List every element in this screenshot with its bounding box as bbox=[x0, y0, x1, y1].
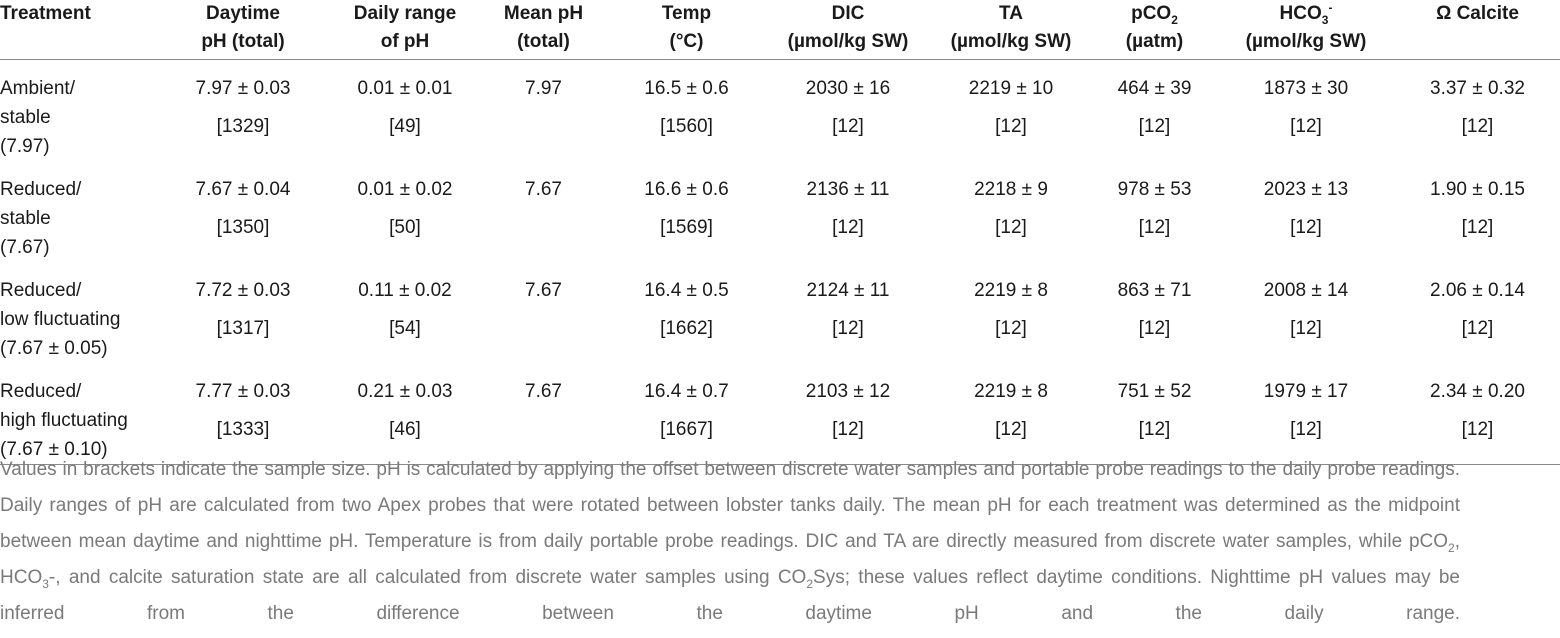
pco2-cell bbox=[1092, 161, 1217, 262]
cell-value: 2.34 ± 0.20 bbox=[1430, 381, 1525, 402]
cell-value: 751 ± 52 bbox=[1117, 381, 1192, 402]
header-treatment: Treatment bbox=[0, 3, 91, 24]
sample-size: [12] bbox=[995, 217, 1027, 238]
sample-size: [1317] bbox=[216, 318, 270, 339]
dic-cell bbox=[766, 262, 930, 363]
cell-value: 3.37 ± 0.32 bbox=[1430, 78, 1525, 99]
cell-value: 0.01 ± 0.02 bbox=[357, 179, 453, 200]
sample-size: [12] bbox=[832, 217, 864, 238]
sample-size: [12] bbox=[1461, 217, 1494, 238]
sample-size: [12] bbox=[832, 116, 864, 137]
pco2-cell bbox=[1092, 262, 1217, 363]
table-row bbox=[0, 363, 1560, 465]
daytime-ph-cell bbox=[156, 60, 330, 162]
omega-cell bbox=[1395, 363, 1560, 465]
sample-size: [1667] bbox=[660, 419, 713, 440]
cell-value: 7.97 ± 0.03 bbox=[195, 78, 291, 99]
dic-cell bbox=[766, 161, 930, 262]
cell-value: 16.6 ± 0.6 bbox=[644, 179, 729, 200]
cell-value: 2023 ± 13 bbox=[1263, 179, 1349, 200]
sample-size: [12] bbox=[1138, 318, 1171, 339]
table-row bbox=[0, 161, 1560, 262]
treatment-line: Reduced/ bbox=[0, 280, 82, 301]
sample-size: [12] bbox=[1290, 318, 1322, 339]
hco3-cell bbox=[1217, 363, 1395, 465]
temp-cell bbox=[607, 363, 766, 465]
table-row bbox=[0, 262, 1560, 363]
sample-size: [12] bbox=[1461, 116, 1494, 137]
treatment-line: Reduced/ bbox=[0, 179, 82, 200]
hco3-cell bbox=[1217, 262, 1395, 363]
treatment-line: low fluctuating bbox=[0, 309, 121, 330]
sample-size: [12] bbox=[1290, 217, 1322, 238]
cell-value: 16.5 ± 0.6 bbox=[644, 78, 729, 99]
cell-value: 2219 ± 8 bbox=[974, 280, 1048, 301]
daytime-ph-cell bbox=[156, 161, 330, 262]
omega-cell bbox=[1395, 262, 1560, 363]
sample-size: [12] bbox=[995, 419, 1027, 440]
cell-value: 2136 ± 11 bbox=[806, 179, 890, 200]
treatment-line: (7.67 ± 0.10) bbox=[0, 439, 108, 460]
mean-ph-cell bbox=[480, 60, 607, 162]
sample-size: [12] bbox=[1290, 116, 1322, 137]
header-hco3: $HCO_3^-$ (µmol/kg SW) bbox=[1245, 0, 1367, 52]
temp-cell bbox=[607, 161, 766, 262]
cell-value: 7.67 ± 0.04 bbox=[195, 179, 291, 200]
ta-cell bbox=[930, 363, 1092, 465]
cell-value: 16.4 ± 0.5 bbox=[644, 280, 729, 301]
header-ta: TA (µmol/kg SW) bbox=[950, 3, 1072, 52]
cell-value: 2008 ± 14 bbox=[1263, 280, 1349, 301]
cell-value: 863 ± 71 bbox=[1117, 280, 1192, 301]
hco3-cell bbox=[1217, 60, 1395, 162]
sample-size: [1662] bbox=[660, 318, 713, 339]
sample-size: [12] bbox=[832, 419, 864, 440]
header-omega-calcite: Ω Calcite bbox=[1436, 3, 1519, 24]
cell-value: 2218 ± 9 bbox=[974, 179, 1048, 200]
cell-value: 7.77 ± 0.03 bbox=[195, 381, 291, 402]
treatment-line: Ambient/ bbox=[0, 78, 75, 99]
sample-size: [50] bbox=[389, 217, 421, 238]
header-dic: DIC (µmol/kg SW) bbox=[787, 3, 909, 52]
treatment-line: stable bbox=[0, 208, 51, 229]
omega-cell bbox=[1395, 60, 1560, 162]
header-daily-range: Daily range of pH bbox=[353, 3, 457, 52]
daily-range-cell bbox=[330, 363, 480, 465]
daily-range-cell bbox=[330, 161, 480, 262]
sample-size: [46] bbox=[389, 419, 421, 440]
daily-range-cell bbox=[330, 60, 480, 162]
treatment-line: Reduced/ bbox=[0, 381, 82, 402]
treatment-cell bbox=[0, 161, 156, 262]
cell-value: 1873 ± 30 bbox=[1263, 78, 1349, 99]
cell-value: 1979 ± 17 bbox=[1263, 381, 1349, 402]
sample-size: [12] bbox=[1138, 116, 1171, 137]
omega-cell bbox=[1395, 161, 1560, 262]
header-daytime-ph: Daytime pH (total) bbox=[201, 3, 285, 52]
cell-value: 7.67 bbox=[525, 381, 562, 402]
sample-size: [1569] bbox=[660, 217, 713, 238]
sample-size: [1329] bbox=[216, 116, 270, 137]
mean-ph-cell bbox=[480, 262, 607, 363]
treatment-cell bbox=[0, 60, 156, 162]
dic-cell bbox=[766, 60, 930, 162]
dic-cell bbox=[766, 363, 930, 465]
daily-range-cell bbox=[330, 262, 480, 363]
cell-value: 2124 ± 11 bbox=[806, 280, 890, 301]
sample-size: [12] bbox=[1138, 217, 1171, 238]
cell-value: 464 ± 39 bbox=[1117, 78, 1192, 99]
sample-size: [1560] bbox=[660, 116, 713, 137]
cell-value: 2.06 ± 0.14 bbox=[1430, 280, 1525, 301]
daytime-ph-cell bbox=[156, 262, 330, 363]
cell-value: 2030 ± 16 bbox=[805, 78, 891, 99]
treatment-line: (7.67) bbox=[0, 237, 50, 258]
cell-value: 7.72 ± 0.03 bbox=[195, 280, 291, 301]
pco2-cell bbox=[1092, 60, 1217, 162]
cell-value: 2103 ± 12 bbox=[805, 381, 891, 402]
daytime-ph-cell bbox=[156, 363, 330, 465]
mean-ph-cell bbox=[480, 161, 607, 262]
cell-value: 7.67 bbox=[525, 179, 562, 200]
sample-size: [49] bbox=[389, 116, 421, 137]
temp-cell bbox=[607, 262, 766, 363]
table-row bbox=[0, 60, 1560, 162]
header-temp: Temp (°C) bbox=[661, 3, 712, 52]
cell-value: 0.21 ± 0.03 bbox=[357, 381, 453, 402]
cell-value: 7.67 bbox=[525, 280, 562, 301]
cell-value: 2219 ± 8 bbox=[974, 381, 1048, 402]
cell-value: 7.97 bbox=[525, 78, 562, 99]
sample-size: [12] bbox=[1461, 419, 1494, 440]
ta-cell bbox=[930, 161, 1092, 262]
treatment-line: stable bbox=[0, 107, 51, 128]
treatment-line: (7.97) bbox=[0, 136, 50, 157]
temp-cell bbox=[607, 60, 766, 162]
sample-size: [12] bbox=[1461, 318, 1494, 339]
cell-value: 2219 ± 10 bbox=[968, 78, 1054, 99]
sample-size: [54] bbox=[389, 318, 421, 339]
sample-size: [12] bbox=[1138, 419, 1171, 440]
header-mean-ph: Mean pH (total) bbox=[503, 3, 584, 52]
cell-value: 0.11 ± 0.02 bbox=[358, 280, 452, 301]
sample-size: [12] bbox=[995, 318, 1027, 339]
hco3-cell bbox=[1217, 161, 1395, 262]
pco2-cell bbox=[1092, 363, 1217, 465]
sample-size: [12] bbox=[832, 318, 864, 339]
sample-size: [12] bbox=[995, 116, 1027, 137]
header-pco2: pCO$_2$ (µatm) bbox=[1125, 3, 1184, 52]
cell-value: 978 ± 53 bbox=[1117, 179, 1192, 200]
sample-size: [1350] bbox=[216, 217, 270, 238]
treatment-cell bbox=[0, 262, 156, 363]
mean-ph-cell bbox=[480, 363, 607, 465]
cell-value: 0.01 ± 0.01 bbox=[357, 78, 453, 99]
treatment-cell bbox=[0, 363, 156, 465]
table-footnote: Values in brackets indicate the sample size. pH is calculated by applying the offset between discrete water samples and portable probe readings to the daily probe readings. Daily ranges of pH are calculated from two Apex probes that were rotated between lobster tanks daily. The mean pH for each treatment was determined as the midpoint between mean daytime and nighttime pH. Temperature is from daily portable probe readings. DIC and TA are directly measured from discrete water samples, while pCO$_2$, $HCO_3-$, and calcite saturation state are all calculated from discrete water samples using $CO_2Sys$; these values reflect daytime conditions. Nighttime pH values may be inferred from the difference between the daytime pH and the daily range. bbox=[0, 459, 1460, 624]
treatment-line: high fluctuating bbox=[0, 410, 128, 431]
ta-cell bbox=[930, 60, 1092, 162]
treatment-line: (7.67 ± 0.05) bbox=[0, 338, 108, 359]
cell-value: 1.90 ± 0.15 bbox=[1430, 179, 1525, 200]
sample-size: [1333] bbox=[216, 419, 270, 440]
header-row bbox=[0, 0, 1560, 60]
cell-value: 16.4 ± 0.7 bbox=[644, 381, 729, 402]
ta-cell bbox=[930, 262, 1092, 363]
sample-size: [12] bbox=[1290, 419, 1322, 440]
